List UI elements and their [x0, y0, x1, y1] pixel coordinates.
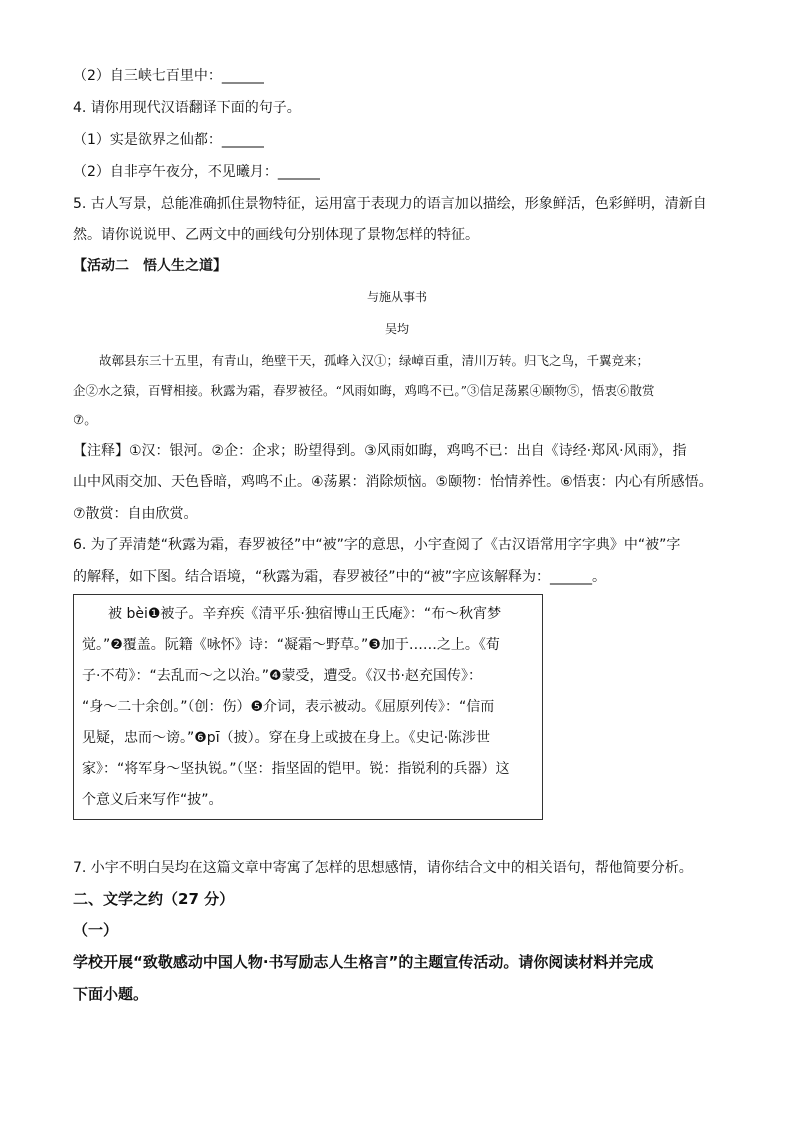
dictionary-line-2: 觉。”❷覆盖。阮籍《咏怀》诗：“凝霜～野草。”❸加于……之上。《荀	[82, 637, 500, 653]
part-2-intro-line-1: 学校开展“致敬感动中国人物·书写励志人生格言”的主题宣传活动。请你阅读材料并完成	[73, 953, 654, 971]
dictionary-line-5: 见疑，忠而～谤。”❻pī（披）。穿在身上或披在身上。《史记·陈涉世	[82, 730, 491, 746]
part-2-subheading: （一）	[73, 921, 119, 939]
question-6-line-1: 6. 为了弄清楚“秋露为霜，春罗被径”中“被”字的意思，小宇查阅了《古汉语常用字字典》中“被”字	[73, 537, 681, 553]
question-3-sub-2: （2）自三峡七百里中：______	[73, 68, 264, 84]
part-2-intro-line-2: 下面小题。	[73, 985, 149, 1003]
passage-line-2: 企②水之猿，百臂相接。秋露为霜，春罗被径。“风雨如晦，鸡鸣不已。”③信足荡累④颐物⑤，悟衷⑥散赏	[73, 383, 655, 398]
question-5-line-2: 然。请你说说甲、乙两文中的画线句分别体现了景物怎样的特征。	[73, 227, 479, 243]
passage-title: 与施从事书	[366, 290, 427, 304]
question-7: 7. 小宇不明白吴均在这篇文章中寄寓了怎样的思想感情，请你结合文中的相关语句，帮他简要分析。	[73, 860, 693, 876]
question-5-line-1: 5. 古人写景，总能准确抓住景物特征，运用富于表现力的语言加以描绘，形象鲜活，色彩鲜明，清新自	[73, 196, 707, 212]
question-4-sub-2: （2）自非亭午夜分，不见曦月：______	[73, 164, 320, 180]
dictionary-line-3: 子·不苟》：“去乱而～之以治。”❹蒙受，遭受。《汉书·赵充国传》：	[82, 668, 482, 684]
dictionary-line-6: 家》：“将军身～坚执锐。”（坚：指坚固的铠甲。锐：指锐利的兵器）这	[82, 761, 510, 777]
activity-2-heading: 【活动二 悟人生之道】	[73, 258, 227, 274]
passage-author: 吴均	[384, 322, 409, 336]
part-2-heading: 二、文学之约（27 分）	[73, 890, 235, 908]
question-4-sub-1: （1）实是欲界之仙都：______	[73, 132, 264, 148]
dictionary-line-1: 被 bèi❶被子。辛弃疾《清平乐·独宿博山王氏庵》：“布～秋宵梦	[108, 606, 502, 622]
notes-line-2: 山中风雨交加、天色昏暗，鸡鸣不止。④荡累：消除烦恼。⑤颐物：怡情养性。⑥悟衷：内心有所感悟。	[73, 474, 713, 490]
dictionary-line-4: “身～二十余创。”（创：伤）❺介词，表示被动。《屈原列传》：“信而	[82, 699, 495, 715]
passage-line-3: ⑦。	[73, 412, 97, 427]
passage-line-1: 故鄣县东三十五里，有青山，绝壁干天，孤峰入汉①；绿嶂百重，清川万转。归飞之鸟，千翼竞来；	[99, 353, 650, 368]
dictionary-entry-box	[73, 594, 543, 820]
notes-line-1: 【注释】①汉：银河。②企：企求；盼望得到。③风雨如晦，鸡鸣不已：出自《诗经·郑风·风雨》，指	[73, 443, 687, 459]
question-4-stem: 4. 请你用现代汉语翻译下面的句子。	[73, 100, 301, 116]
dictionary-line-7: 个意义后来写作“披”。	[82, 792, 223, 808]
notes-line-3: ⑦散赏：自由欣赏。	[73, 506, 198, 522]
question-6-line-2: 的解释，如下图。结合语境，“秋露为霜，春罗被径”中的“被”字应该解释为：______。	[73, 569, 607, 585]
